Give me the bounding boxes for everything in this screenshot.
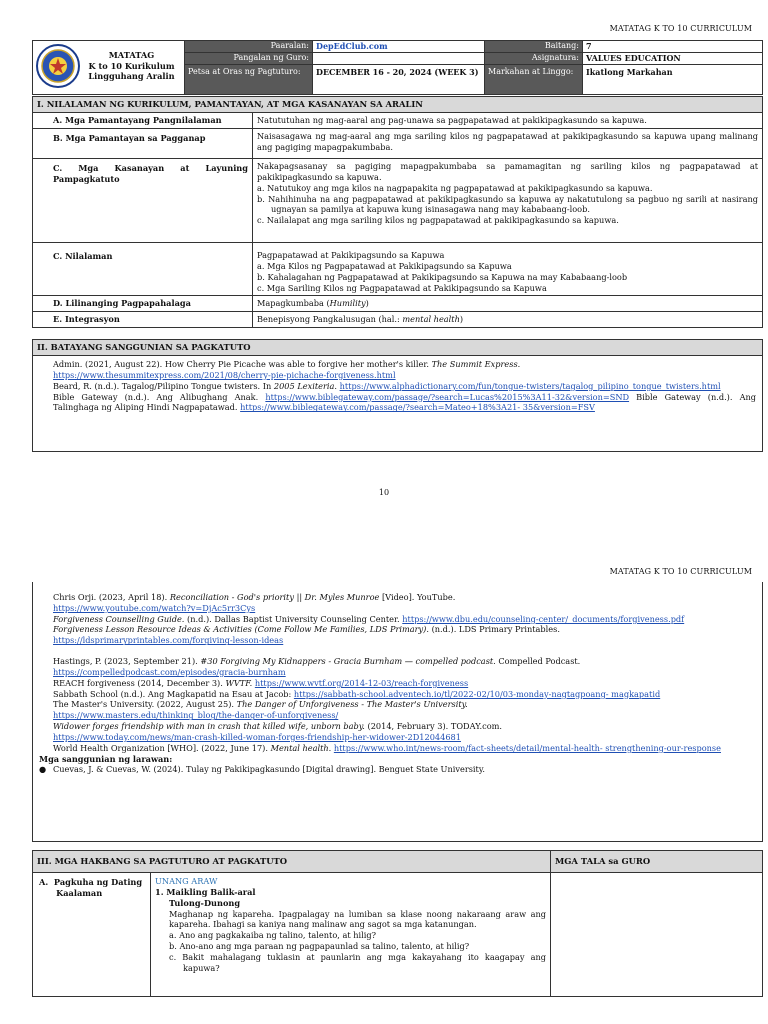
p2-ref-8-italic: Widower forges friendship with man in crash that killed wife, unborn baby. bbox=[53, 721, 365, 732]
step-q-b: b. Ano-ano ang mga paraan ng pagpapaunlad sa talino, talento, at hilig? bbox=[169, 941, 470, 952]
bullet-icon: ● bbox=[39, 764, 47, 775]
p2-ref-1 bbox=[53, 592, 756, 614]
section-3-table bbox=[32, 850, 763, 997]
logo-cell bbox=[33, 41, 185, 95]
label-asignatura: Asignatura: bbox=[485, 53, 583, 65]
step-para: Maghanap ng kapareha. Ipagpalagay na lumiban sa klase noong nakaraang araw ang kapareha. Ibahagi sa kaniya nang malinaw ang sagot sa mga katanungan. bbox=[169, 908, 546, 930]
row-d-item-c: c. Mga Sariling Kilos ng Pagpapatawad at Pakikipagsundo sa Kapuwa bbox=[257, 282, 547, 293]
page-2-refs bbox=[32, 582, 763, 842]
row-c-intro: Nakapagsasanay sa pagiging mapagpakumbaba sa pamamagitan ng sariling kilos ng pagpapatawad at pakikipagkasundo sa kapuwa. bbox=[257, 161, 758, 182]
row-c-item-a: a. Natutukoy ang mga kilos na nagpapakita ng pagpapatawad at pakikipagkasundo sa kapuwa. bbox=[257, 182, 653, 193]
row-e-label: D. Lilinanging Pagpapahalaga bbox=[33, 296, 253, 312]
step-q-a: a. Ano ang pagkakaiba ng talino, talento, at hilig? bbox=[169, 930, 376, 941]
p2-ref-4-pre: Hastings, P. (2023, September 21). bbox=[53, 656, 198, 667]
row-d-intro: Pagpapatawad at Pakikipagsundo sa Kapuwa bbox=[257, 250, 445, 261]
p2-ref-2 bbox=[53, 614, 756, 625]
section-1 bbox=[32, 96, 763, 328]
row-a-label: A. Mga Pamantayang Pangnilalaman bbox=[33, 113, 253, 129]
logo-title-3: Lingguhang Aralin bbox=[88, 71, 175, 82]
row-f-content bbox=[253, 312, 763, 328]
value-markahan: Ikatlong Markahan bbox=[583, 65, 763, 95]
ref-2-link[interactable]: https://www.alphadictionary.com/fun/tongue-twisters/tagalog_pilipino_tongue_twisters.html bbox=[339, 380, 721, 391]
p2-ref-1-link[interactable]: https://www.youtube.com/watch?v=DjAc5rr3Cys bbox=[53, 602, 256, 613]
p2-ref-9-italic: Mental health. bbox=[270, 742, 332, 753]
image-refs-title: Mga sanggunian ng larawan: bbox=[39, 753, 173, 764]
p2-ref-4-link[interactable]: https://compelledpodcast.com/episodes/gracia-burnham bbox=[53, 666, 286, 677]
row-e-content bbox=[253, 296, 763, 312]
logo-title-2: K to 10 Kurikulum bbox=[88, 60, 175, 71]
ref-3-link2[interactable]: https://www.biblegateway.com/passage/?search=Mateo+18%3A21- 35&version=FSV bbox=[240, 402, 595, 413]
lesson-header bbox=[32, 40, 763, 95]
value-asignatura: VALUES EDUCATION bbox=[583, 53, 763, 65]
p2-ref-7 bbox=[53, 699, 756, 721]
curriculum-label-2: MATATAG K TO 10 CURRICULUM bbox=[609, 567, 752, 576]
p2-ref-4-post: Compelled Podcast. bbox=[498, 656, 581, 667]
ref-2-text: Beard, R. (n.d.). Tagalog/Pilipino Tongue twisters. In bbox=[53, 380, 272, 391]
page-2-refs-box bbox=[32, 582, 763, 842]
step-q-c: c. Bakit mahalagang tuklasin at paunlarin ang mga kakayahang ito kaagapay ang kapuwa? bbox=[169, 951, 546, 973]
row-d-content bbox=[253, 243, 763, 296]
p2-ref-1-pre: Chris Orji. (2023, April 18). bbox=[53, 592, 168, 602]
row-e-close: ) bbox=[365, 298, 369, 309]
p2-ref-3-italic: Forgiveness Lesson Resource Ideas & Activities (Come Follow Me Families, LDS Primary). bbox=[53, 624, 429, 635]
p2-ref-8-link[interactable]: https://www.today.com/news/man-crash-killed-woman-forges-friendship-her-widower-2D12044681 bbox=[53, 731, 461, 742]
label-guro: Pangalan ng Guro: bbox=[185, 53, 313, 65]
row-c-content bbox=[253, 159, 763, 243]
p2-ref-5 bbox=[53, 678, 756, 689]
label-baitang: Baitang: bbox=[485, 41, 583, 53]
curriculum-label: MATATAG K TO 10 CURRICULUM bbox=[609, 24, 752, 33]
ref-1-text: Admin. (2021, August 22). How Cherry Pie Picache was able to forgive her mother's killer. bbox=[53, 359, 429, 370]
row-b-text: Naisasagawa ng mag-aaral ang mga sariling kilos ng pagpapatawad at pakikipagkasundo sa kapuwa upang malinang ang pagiging mapagpakumbaba. bbox=[253, 129, 763, 159]
ref-1-italic: The Summit Express. bbox=[431, 359, 521, 370]
ref-1-link[interactable]: https://www.thesummitexpress.com/2021/08/cherry-pie-pichache-forgiveness.html bbox=[53, 369, 396, 380]
value-guro bbox=[313, 53, 485, 65]
p2-ref-7-italic: The Danger of Unforgiveness - The Master's University. bbox=[236, 699, 468, 710]
section-2 bbox=[32, 339, 763, 452]
notes-title: MGA TALA sa GURO bbox=[551, 851, 763, 873]
p2-ref-2-italic: Forgiveness Counselling Guide. bbox=[53, 613, 185, 624]
p2-ref-2-link[interactable]: https://www.dbu.edu/counseling-center/_documents/forgiveness.pdf bbox=[402, 613, 685, 624]
p2-ref-3 bbox=[53, 624, 756, 646]
section-1-title: I. NILALAMAN NG KURIKULUM, PAMANTAYAN, AT MGA KASANAYAN SA ARALIN bbox=[33, 97, 763, 113]
image-ref-1-text: Cuevas, J. & Cuevas, W. (2024). Tulay ng Pakikipagkasundo [Digital drawing]. Benguet State University. bbox=[53, 764, 485, 775]
section-2-table bbox=[32, 339, 763, 452]
row-e-italic: Humility bbox=[329, 298, 366, 309]
p2-ref-1-post: [Video]. YouTube. bbox=[381, 592, 456, 602]
section-3-title: III. MGA HAKBANG SA PAGTUTURO AT PAGKATUTO bbox=[33, 851, 551, 873]
row-f-italic: mental health bbox=[402, 314, 460, 325]
deped-seal-icon bbox=[35, 43, 81, 89]
row-e-text: Mapagkumbaba ( bbox=[257, 298, 330, 309]
step-sub: Tulong-Dunong bbox=[169, 897, 241, 908]
row-d-item-a: a. Mga Kilos ng Pagpapatawad at Pakikipagsundo sa Kapuwa bbox=[257, 260, 512, 271]
section-1-table bbox=[32, 96, 763, 328]
p2-ref-6 bbox=[53, 689, 756, 700]
p2-ref-5-link[interactable]: https://www.wvtf.org/2014-12-03/reach-forgiveness bbox=[254, 677, 469, 688]
page-number: 10 bbox=[378, 488, 390, 497]
section-2-refs bbox=[33, 356, 763, 452]
row-b-label: B. Mga Pamantayan sa Pagganap bbox=[33, 129, 253, 159]
p2-ref-8-post: (2014, February 3). TODAY.com. bbox=[367, 721, 503, 732]
day-heading: UNANG ARAW bbox=[155, 876, 218, 887]
p2-ref-5-italic: WVTF. bbox=[225, 677, 253, 688]
p2-ref-1-italic: Reconciliation - God's priority || Dr. Myles Munroe bbox=[169, 592, 380, 602]
value-petsa: DECEMBER 16 - 20, 2024 (WEEK 3) bbox=[313, 65, 485, 95]
row-f-close: ) bbox=[459, 314, 464, 325]
value-baitang: 7 bbox=[583, 41, 763, 53]
ref-3-link[interactable]: https://www.biblegateway.com/passage/?search=Lucas%2015%3A11-32&version=SND bbox=[265, 391, 630, 402]
ref-1 bbox=[53, 359, 756, 381]
notes-cell[interactable] bbox=[551, 873, 763, 997]
header-table bbox=[32, 40, 763, 95]
row-a-text: Natututuhan ng mag-aaral ang pag-unawa sa pagpapatawad at pakikipagkasundo sa kapuwa. bbox=[253, 113, 763, 129]
section-2-title: II. BATAYANG SANGGUNIAN SA PAGKATUTO bbox=[33, 340, 763, 356]
row-d-item-b: b. Kahalagahan ng Pagpapatawad at Pakikipagsundo sa Kapuwa na may Kababaang-loob bbox=[257, 271, 628, 282]
p2-ref-4 bbox=[53, 656, 756, 678]
p2-ref-8 bbox=[53, 721, 756, 743]
section-3 bbox=[32, 850, 763, 997]
step-a-label: A. Pagkuha ng Dating Kaalaman bbox=[33, 873, 151, 997]
step-item-1: 1. Maikling Balik-aral bbox=[155, 886, 256, 897]
ref-2-italic: 2005 Lexiteria. bbox=[273, 380, 337, 391]
ref-3-text: Bible Gateway (n.d.). Ang Alibughang Anak. bbox=[53, 391, 259, 402]
ref-2 bbox=[53, 381, 756, 392]
p2-ref-4-italic: #30 Forgiving My Kidnappers - Gracia Burnham — compelled podcast. bbox=[200, 656, 496, 667]
step-a-content bbox=[151, 873, 551, 997]
p2-ref-6-link[interactable]: https://sabbath-school.adventech.io/tl/2022-02/10/03-monday-nagtagpoang- magkapatid bbox=[293, 688, 661, 699]
p2-ref-3-link[interactable]: https://ldsprimaryprintables.com/forgiving-lesson-ideas bbox=[53, 635, 284, 646]
label-markahan: Markahan at Linggo: bbox=[485, 65, 583, 95]
image-ref-1 bbox=[39, 764, 756, 775]
p2-ref-2-post: (n.d.). Dallas Baptist University Counseling Center. bbox=[187, 613, 400, 624]
label-paaralan: Paaralan: bbox=[185, 41, 313, 53]
p2-ref-3-post: (n.d.). LDS Primary Printables. bbox=[431, 624, 560, 635]
ref-3 bbox=[53, 392, 756, 414]
row-c-item-b: b. Nahihinuha na ang pagpapatawad at pakikipagkasundo sa kapuwa ay nakatutulong sa pagbuo ng sarili at nasirang ugnayan sa pamilya at kapuwa kung isinasagawa nang may kababaang-loob. bbox=[257, 193, 758, 215]
p2-ref-7-link[interactable]: https://www.masters.edu/thinking_blog/the-danger-of-unforgiveness/ bbox=[53, 710, 339, 721]
ref-3-text2: Bible Gateway (n.d.). Ang Talinghaga ng Aliping Hindi Nagpapatawad. bbox=[53, 391, 757, 413]
p2-ref-7-pre: The Master's University. (2022, August 25). bbox=[53, 699, 235, 710]
logo-title-1: MATATAG bbox=[108, 50, 155, 61]
p2-ref-6-pre: Sabbath School (n.d.). Ang Magkapatid na Esau at Jacob: bbox=[53, 688, 292, 699]
value-paaralan: DepEdClub.com bbox=[313, 41, 485, 53]
row-f-label: E. Integrasyon bbox=[33, 312, 253, 328]
p2-ref-9 bbox=[53, 743, 756, 754]
p2-ref-5-pre: REACH forgiveness (2014, December 3). bbox=[53, 677, 223, 688]
row-c-label: C. Mga Kasanayan at Layuning Pampagkatuto bbox=[33, 159, 253, 243]
row-f-text: Benepisyong Pangkalusugan (hal.: bbox=[257, 314, 403, 325]
row-c-item-c: c. Nailalapat ang mga sariling kilos ng pagpapatawad at pakikipagkasundo sa kapuwa. bbox=[257, 215, 619, 226]
p2-ref-9-link[interactable]: https://www.who.int/news-room/fact-sheets/detail/mental-health- strengthening-our-response bbox=[333, 742, 721, 753]
row-d-label: C. Nilalaman bbox=[33, 243, 253, 296]
label-petsa: Petsa at Oras ng Pagtuturo: bbox=[185, 65, 313, 95]
p2-ref-9-pre: World Health Organization [WHO]. (2022, June 17). bbox=[53, 742, 268, 753]
